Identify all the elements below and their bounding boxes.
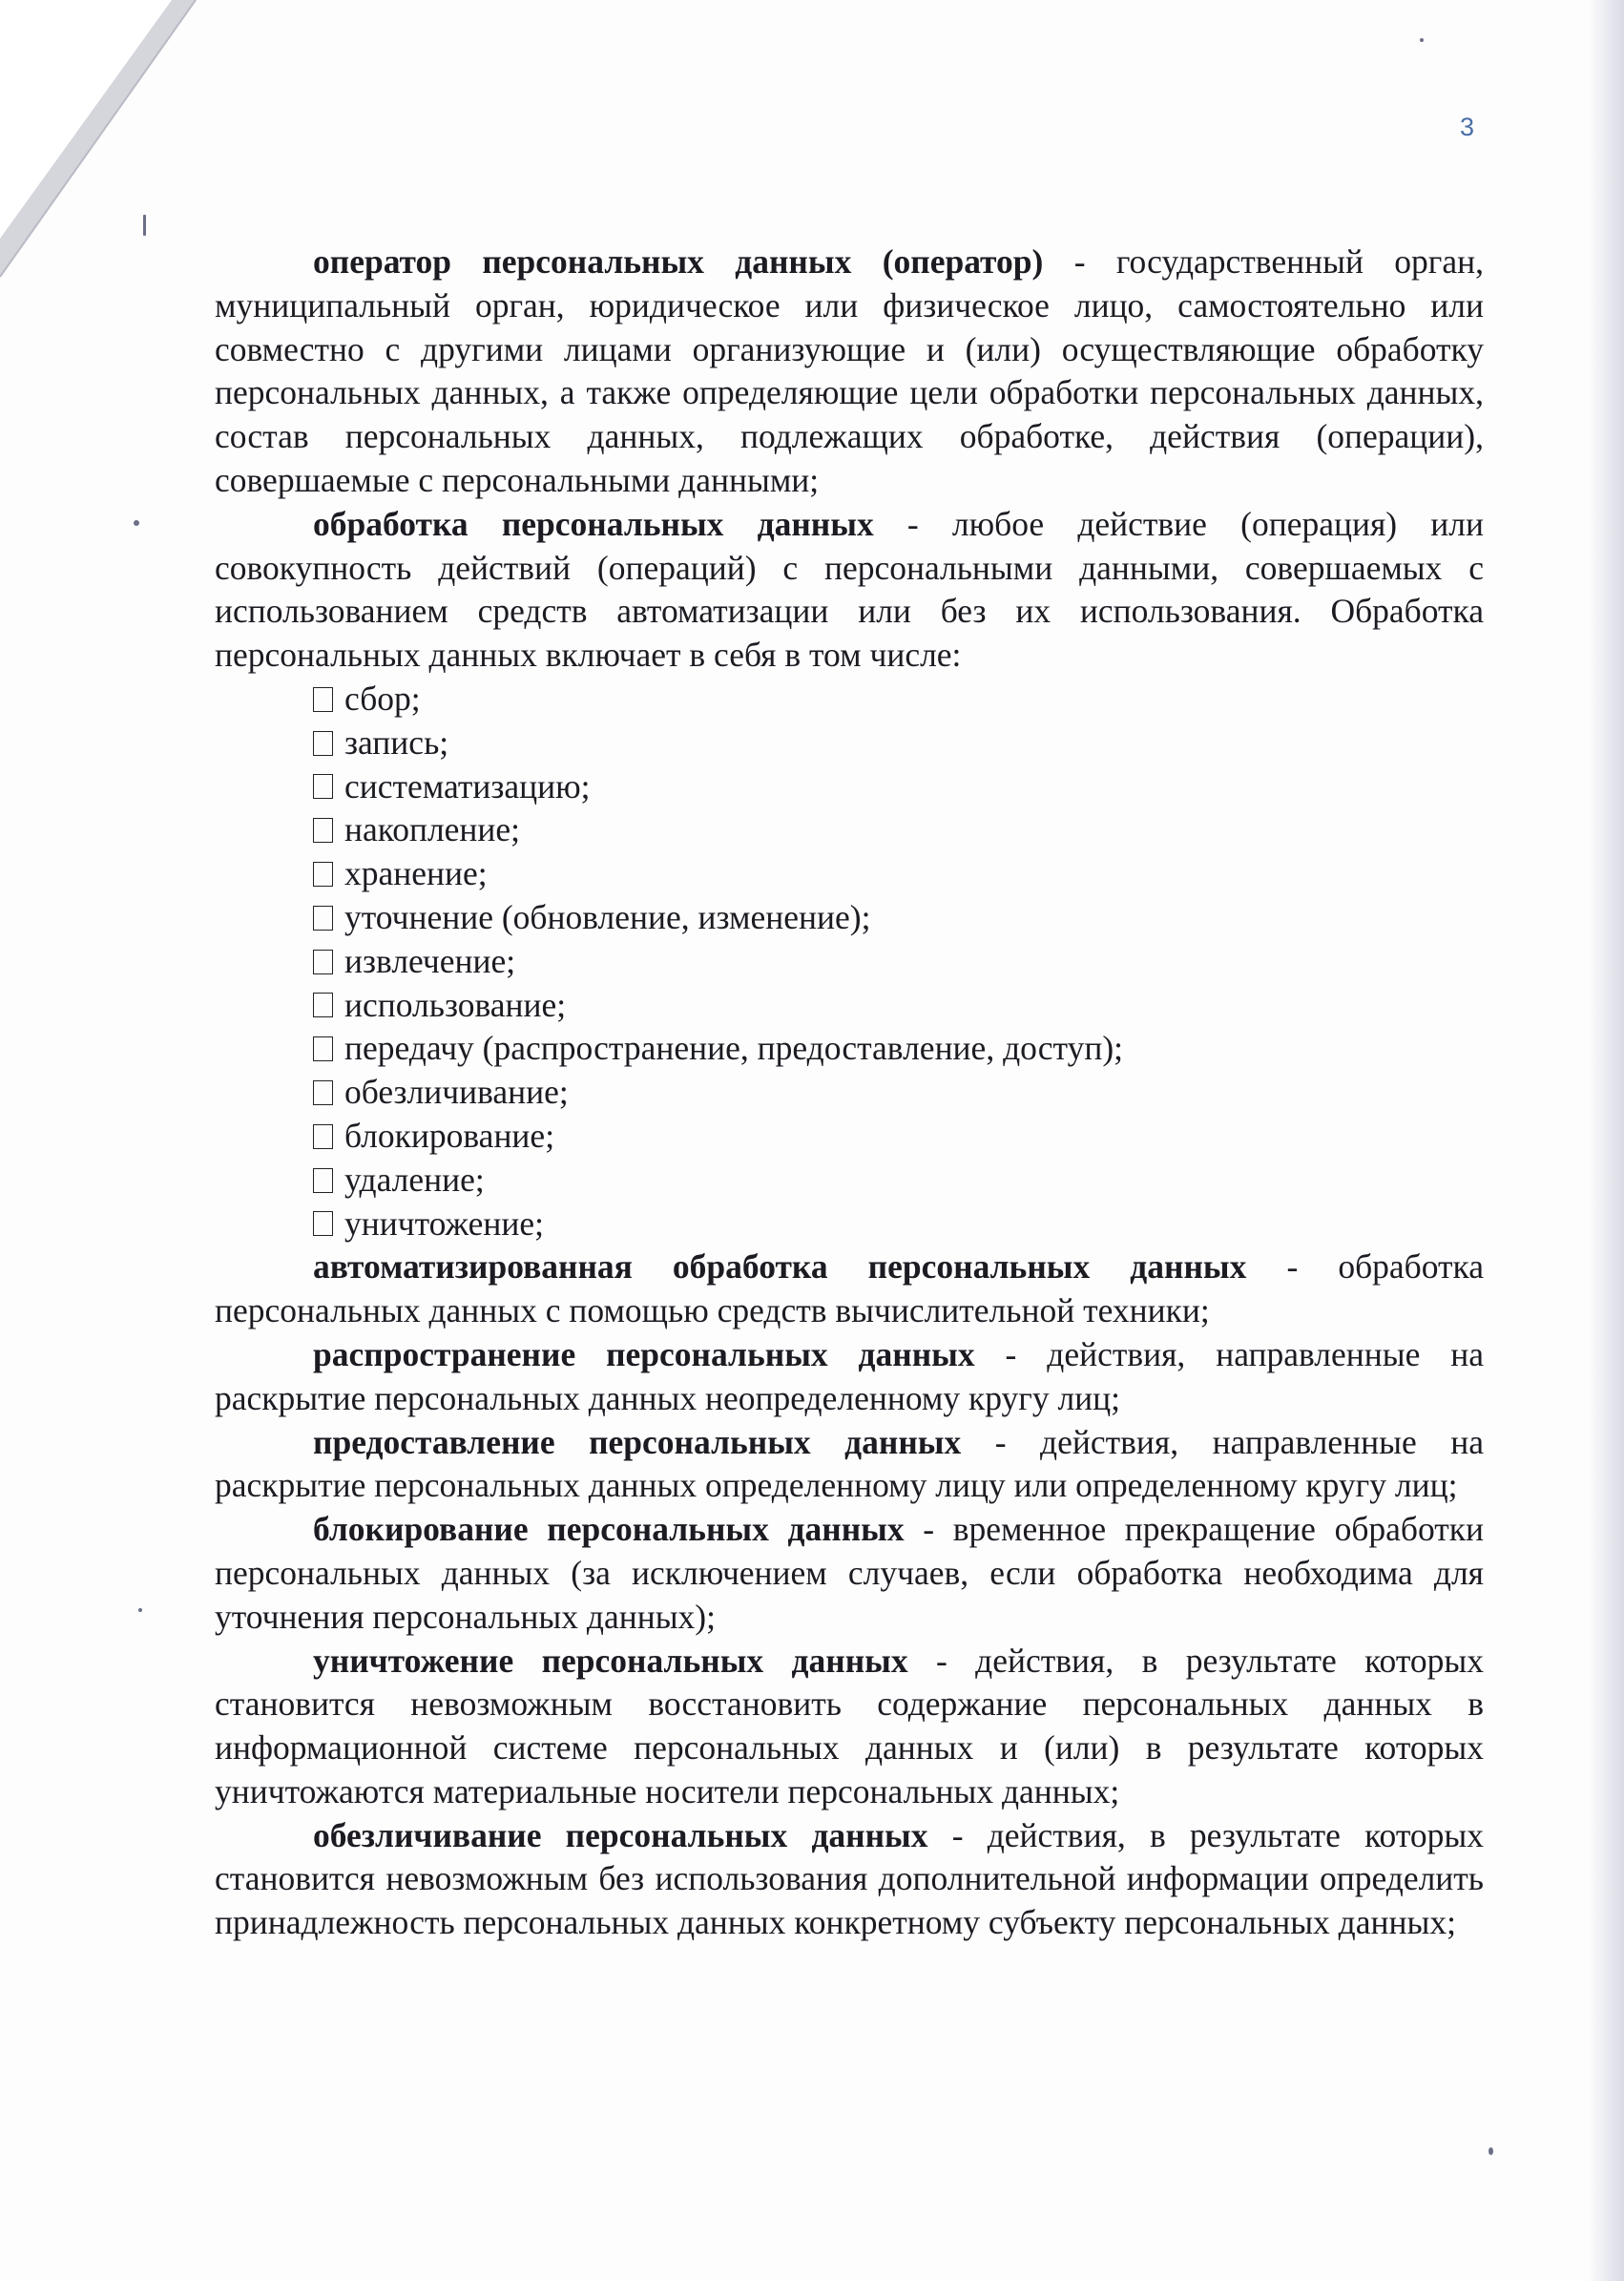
definition-text: - действия, в результате которых становится невозможным без использования дополнительной информации определить принадлежность персональных данных конкретному субъекту персональных данных; xyxy=(215,1815,1484,1942)
checkbox-icon xyxy=(313,1080,333,1105)
definition-paragraph xyxy=(215,1640,1484,1814)
list-item xyxy=(313,852,1484,896)
checkbox-icon xyxy=(313,818,333,843)
definition-term: обезличивание персональных данных xyxy=(313,1815,928,1854)
definition-paragraph xyxy=(215,503,1484,678)
checkbox-icon xyxy=(313,950,333,974)
list-item-label: уточнение (обновление, изменение); xyxy=(344,897,871,936)
page-number: 3 xyxy=(1460,113,1475,141)
list-item-label: блокирование; xyxy=(344,1116,555,1155)
scan-mark xyxy=(143,215,146,236)
folded-corner xyxy=(0,0,219,286)
list-item-label: обезличивание; xyxy=(344,1073,569,1112)
checkbox-icon xyxy=(313,862,333,887)
list-item xyxy=(313,1071,1484,1115)
definition-term: оператор персональных данных (оператор) xyxy=(313,242,1044,281)
checkbox-icon xyxy=(313,1168,333,1193)
definition-paragraph xyxy=(215,1245,1484,1333)
list-item-label: систематизацию; xyxy=(344,766,591,806)
list-item xyxy=(313,1027,1484,1071)
list-item-label: запись; xyxy=(344,722,449,762)
list-item xyxy=(313,722,1484,765)
document-body xyxy=(215,241,1484,1945)
list-item-label: сбор; xyxy=(344,679,421,718)
list-item-label: хранение; xyxy=(344,854,488,893)
definition-term: уничтожение персональных данных xyxy=(313,1641,908,1680)
definition-paragraph xyxy=(215,1814,1484,1945)
definition-text: - временное прекращение обработки персональных данных (за исключением случаев, если обработка необходима для уточнения персональных данных); xyxy=(215,1510,1484,1636)
definition-term: обработка персональных данных xyxy=(313,504,874,543)
checkbox-icon xyxy=(313,731,333,756)
list-item xyxy=(313,1203,1484,1246)
processing-actions-list xyxy=(215,678,1484,1245)
scan-speck xyxy=(138,1608,142,1612)
list-item-label: извлечение; xyxy=(344,941,516,980)
definition-text: - действия, в результате которых становится невозможным восстановить содержание персональных данных в информационной системе персональных данных и (или) в результате которых уничтожаются материальные носители персональных данных; xyxy=(215,1641,1484,1810)
list-item-label: удаление; xyxy=(344,1160,485,1199)
checkbox-icon xyxy=(313,906,333,931)
definition-paragraph xyxy=(215,1508,1484,1639)
list-item xyxy=(313,1159,1484,1203)
list-item xyxy=(313,808,1484,852)
checkbox-icon xyxy=(313,1036,333,1061)
definition-paragraph xyxy=(215,1421,1484,1509)
definition-term: распространение персональных данных xyxy=(313,1334,975,1373)
definition-text: - действия, направленные на раскрытие персональных данных определенному лицу или определенному кругу лиц; xyxy=(215,1422,1484,1505)
scan-speck xyxy=(1489,2147,1493,2155)
list-item-label: передачу (распространение, предоставление, доступ); xyxy=(344,1029,1123,1068)
checkbox-icon xyxy=(313,1211,333,1236)
list-item-label: использование; xyxy=(344,985,567,1024)
checkbox-icon xyxy=(313,687,333,712)
definition-text: - государственный орган, муниципальный орган, юридическое или физическое лицо, самостоятельно или совместно с другими лицами организующие и (или) осуществляющие обработку персональных данных, а также определяющие цели обработки персональных данных, состав персональных данных, подлежащих обработке, действия (операции), совершаемые с персональными данными; xyxy=(215,242,1484,499)
definition-paragraph xyxy=(215,241,1484,503)
list-item-label: уничтожение; xyxy=(344,1203,544,1243)
page-edge-shadow xyxy=(1588,0,1624,2281)
checkbox-icon xyxy=(313,1124,333,1149)
definition-term: предоставление персональных данных xyxy=(313,1422,962,1461)
definition-text: - действия, направленные на раскрытие персональных данных неопределенному кругу лиц; xyxy=(215,1334,1484,1417)
definition-term: автоматизированная обработка персональных данных xyxy=(313,1247,1247,1287)
definition-text: - обработка персональных данных с помощью средств вычислительной техники; xyxy=(215,1247,1484,1330)
checkbox-icon xyxy=(313,774,333,799)
definition-paragraph xyxy=(215,1333,1484,1421)
list-item xyxy=(313,1115,1484,1159)
list-item xyxy=(313,984,1484,1028)
list-item xyxy=(313,678,1484,722)
scan-speck xyxy=(134,520,139,526)
checkbox-icon xyxy=(313,993,333,1017)
list-item xyxy=(313,940,1484,984)
list-item-label: накопление; xyxy=(344,810,521,849)
scan-speck xyxy=(1420,38,1424,42)
list-item xyxy=(313,765,1484,809)
definition-term: блокирование персональных данных xyxy=(313,1510,905,1549)
list-item xyxy=(313,896,1484,940)
definition-text: - любое действие (операция) или совокупность действий (операций) с персональными данными, совершаемых с использованием средств автоматизации или без их использования. Обработка персональных данных включает в себя в том числе: xyxy=(215,504,1484,675)
